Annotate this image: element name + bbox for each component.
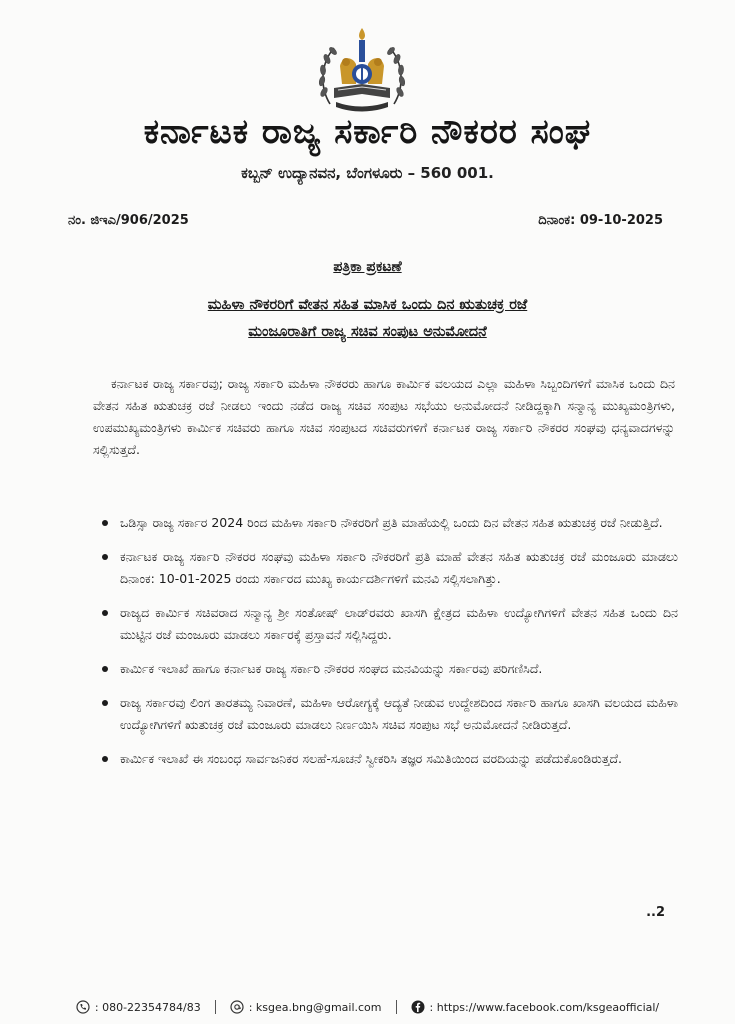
- facebook-link[interactable]: : https://www.facebook.com/ksgeaofficial/: [429, 1000, 660, 1014]
- list-item: [80, 602, 678, 646]
- organization-address: ಕಬ್ಬನ್ ಉದ್ಯಾನವನ, ಬೆಂಗಳೂರು – 560 001.: [241, 164, 494, 182]
- bullet-text: ರಾಜ್ಯ ಸರ್ಕಾರವು ಲಿಂಗ ತಾರತಮ್ಯ ನಿವಾರಣೆ, ಮಹಿಳಾ ಆರೋಗ್ಯಕ್ಕೆ ಆದ್ಯತೆ ನೀಡುವ ಉದ್ದೇಶದಿಂದ ಸರ್ಕಾರಿ ಹಾಗೂ ಖಾಸಗಿ ವಲಯದ ಮಹಿಳಾ ಉದ್ಯೋಗಿಗಳಿಗೆ ಋತುಚಕ್ರ ರಜೆ ಮಂಜೂರು ಮಾಡಲು ನಿರ್ಣಯಿಸಿ ಸಚಿವ ಸಂಪುಟ ಸಭೆ ಅನುಮೋದನೆ ನೀಡಿರುತ್ತದೆ.: [120, 695, 678, 732]
- bullet-text: ಕಾರ್ಮಿಕ ಇಲಾಖೆ ಹಾಗೂ ಕರ್ನಾಟಕ ರಾಜ್ಯ ಸರ್ಕಾರಿ ನೌಕರರ ಸಂಘದ ಮನವಿಯನ್ನು ಸರ್ಕಾರವು ಪರಿಗಣಿಸಿದೆ.: [120, 661, 543, 676]
- facebook-icon: [411, 1000, 425, 1014]
- headline-line-2: ಮಂಜೂರಾತಿಗೆ ರಾಜ್ಯ ಸಚಿವ ಸಂಪುಟ ಅನುಮೋದನೆ: [248, 324, 487, 340]
- reference-number: ನಂ. ಜಿಇಎ/906/2025: [68, 213, 189, 228]
- bullet-text: ಕರ್ನಾಟಕ ರಾಜ್ಯ ಸರ್ಕಾರಿ ನೌಕರರ ಸಂಘವು ಮಹಿಳಾ ಸರ್ಕಾರಿ ನೌಕರರಿಗೆ ಪ್ರತಿ ಮಾಹೆ ವೇತನ ಸಹಿತ ಋತುಚಕ್ರ ರಜೆ ಮಂಜೂರು ಮಾಡಲು ದಿನಾಂಕ: 10-01-2025 ರಂದು ಸರ್ಕಾರದ ಮುಖ್ಯ ಕಾರ್ಯದರ್ಶಿಗಳಿಗೆ ಮನವಿ ಸಲ್ಲಿಸಲಾಗಿತ್ತು.: [120, 549, 678, 586]
- footer-divider: [396, 1000, 397, 1014]
- document-date: ದಿನಾಂಕ: 09-10-2025: [538, 213, 663, 228]
- bullet-icon: [102, 554, 108, 560]
- bullet-text: ಕಾರ್ಮಿಕ ಇಲಾಖೆ ಈ ಸಂಬಂಧ ಸಾರ್ವಜನಿಕರ ಸಲಹೆ-ಸೂಚನೆ ಸ್ವೀಕರಿಸಿ ತಜ್ಞರ ಸಮಿತಿಯಿಂದ ವರದಿಯನ್ನು ಪಡೆದುಕೊಂಡಿರುತ್ತದೆ.: [120, 751, 623, 766]
- list-item: [80, 512, 678, 534]
- phone-number: : 080-22354784/83: [94, 1000, 201, 1014]
- list-item: [80, 692, 678, 736]
- press-release-headline: [50, 292, 685, 346]
- email-icon: [230, 1000, 244, 1014]
- footer-divider: [215, 1000, 216, 1014]
- list-item: [80, 546, 678, 590]
- bullet-list: [80, 512, 678, 782]
- headline-line-1: ಮಹಿಳಾ ನೌಕರರಿಗೆ ವೇತನ ಸಹಿತ ಮಾಸಿಕ ಒಂದು ದಿನ ಋತುಚಕ್ರ ರಜೆ: [207, 297, 528, 313]
- list-item: [80, 658, 678, 680]
- bullet-text: ಒಡಿಸ್ಸಾ ರಾಜ್ಯ ಸರ್ಕಾರ 2024 ರಿಂದ ಮಹಿಳಾ ಸರ್ಕಾರಿ ನೌಕರರಿಗೆ ಪ್ರತಿ ಮಾಹೆಯಲ್ಲಿ ಒಂದು ದಿನ ವೇತನ ಸಹಿತ ಋತುಚಕ್ರ ರಜೆ ನೀಡುತ್ತಿದೆ.: [120, 515, 663, 530]
- email-address[interactable]: : ksgea.bng@gmail.com: [248, 1000, 382, 1014]
- bullet-icon: [102, 700, 108, 706]
- phone-icon: [76, 1000, 90, 1014]
- bullet-icon: [102, 756, 108, 762]
- list-item: [80, 748, 678, 770]
- page-continuation-marker: ..2: [646, 905, 665, 920]
- bullet-icon: [102, 666, 108, 672]
- intro-paragraph: ಕರ್ನಾಟಕ ರಾಜ್ಯ ಸರ್ಕಾರವು; ರಾಜ್ಯ ಸರ್ಕಾರಿ ಮಹಿಳಾ ನೌಕರರು ಹಾಗೂ ಕಾರ್ಮಿಕ ವಲಯದ ಎಲ್ಲಾ ಮಹಿಳಾ ಸಿಬ್ಬಂದಿಗಳಿಗೆ ಮಾಸಿಕ ಒಂದು ದಿನ ವೇತನ ಸಹಿತ ಋತುಚಕ್ರ ರಜೆ ನೀಡಲು ಇಂದು ನಡೆದ ರಾಜ್ಯ ಸಚಿವ ಸಂಪುಟ ಸಭೆಯು ಅನುಮೋದನೆ ನೀಡಿದ್ದಕ್ಕಾಗಿ ಸನ್ಮಾನ್ಯ ಮುಖ್ಯಮಂತ್ರಿಗಳು, ಉಪಮುಖ್ಯಮಂತ್ರಿಗಳು ಕಾರ್ಮಿಕ ಸಚಿವರು ಹಾಗೂ ಸಚಿವ ಸಂಪುಟದ ಸಚಿವರುಗಳಿಗೆ ಕರ್ನಾಟಕ ರಾಜ್ಯ ಸರ್ಕಾರಿ ನೌಕರರ ಸಂಘವು ಧನ್ಯವಾದಗಳನ್ನು ಸಲ್ಲಿಸುತ್ತದೆ.: [93, 375, 675, 457]
- footer-phone: [76, 1000, 201, 1014]
- footer-contact-bar: [0, 996, 735, 1018]
- footer-email: [230, 1000, 382, 1014]
- footer-facebook: [411, 1000, 660, 1014]
- ksgea-emblem-logo: [312, 26, 412, 116]
- bullet-icon: [102, 520, 108, 526]
- press-release-title: ಪತ್ರಿಕಾ ಪ್ರಕಟಣೆ: [333, 259, 402, 275]
- bullet-icon: [102, 610, 108, 616]
- bullet-text: ರಾಜ್ಯದ ಕಾರ್ಮಿಕ ಸಚಿವರಾದ ಸನ್ಮಾನ್ಯ ಶ್ರೀ ಸಂತೋಷ್ ಲಾಡ್‌ರವರು ಖಾಸಗಿ ಕ್ಷೇತ್ರದ ಮಹಿಳಾ ಉದ್ಯೋಗಿಗಳಿಗೆ ವೇತನ ಸಹಿತ ಒಂದು ದಿನ ಮುಟ್ಟಿನ ರಜೆ ಮಂಜೂರು ಮಾಡಲು ಸರ್ಕಾರಕ್ಕೆ ಪ್ರಸ್ತಾವನೆ ಸಲ್ಲಿಸಿದ್ದರು.: [120, 605, 678, 642]
- organization-name: ಕರ್ನಾಟಕ ರಾಜ್ಯ ಸರ್ಕಾರಿ ನೌಕರರ ಸಂಘ: [143, 112, 592, 152]
